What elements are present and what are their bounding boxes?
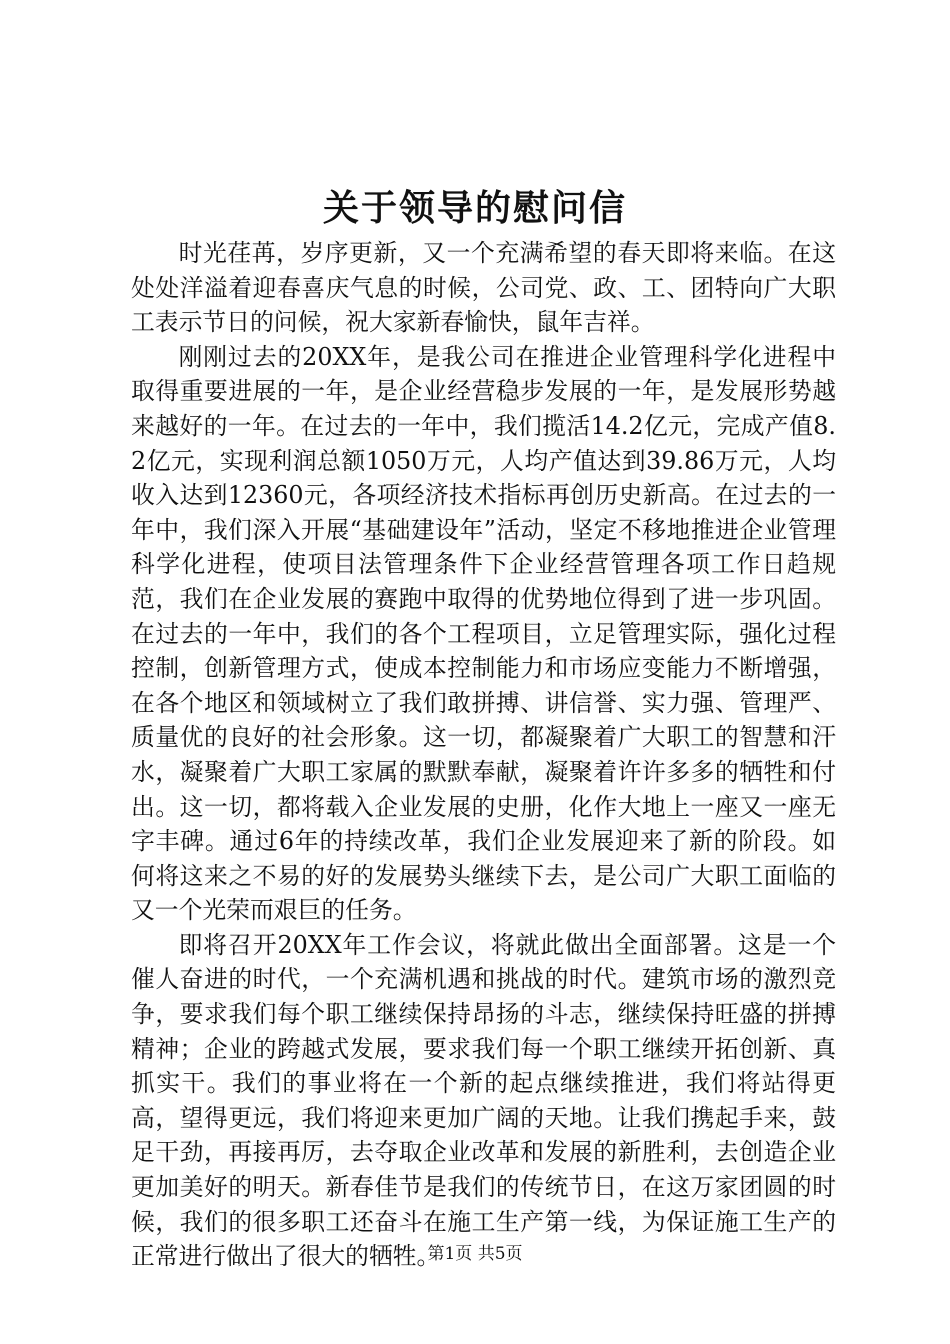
paragraph-review: 刚刚过去的20XX年，是我公司在推进企业管理科学化进程中取得重要进展的一年，是企业经营稳步发展的一年，是发展形势越来越好的一年。在过去的一年中，我们揽活14.2亿元，完成产值8.2亿元，实现利润总额1050万元，人均产值达到39.86万元，人均收入达到12360元，各项经济技术指标再创历史新高。在过去的一年中，我们深入开展“基础建设年”活动，坚定不移地推进企业管理科学化进程，使项目法管理条件下企业经营管理各项工作日趋规范，我们在企业发展的赛跑中取得的优势地位得到了进一步巩固。在过去的一年中，我们的各个工程项目，立足管理实际，强化过程控制，创新管理方式，使成本控制能力和市场应变能力不断增强，在各个地区和领域树立了我们敢拼搏、讲信誉、实力强、管理严、质量优的良好的社会形象。这一切，都凝聚着广大职工的智慧和汗水，凝聚着广大职工家属的默默奉献，凝聚着许许多多的牺牲和付出。这一切，都将载入企业发展的史册，化作大地上一座又一座无字丰碑。通过6年的持续改革，我们企业发展迎来了新的阶段。如何将这来之不易的好的发展势头继续下去，是公司广大职工面临的又一个光荣而艰巨的任务。: [131, 342, 836, 925]
document-body: [131, 236, 836, 1274]
page-number-footer: 第1页 共5页: [427, 1244, 523, 1264]
document-title: 关于领导的慰问信: [322, 187, 627, 229]
paragraph-greeting: 时光荏苒，岁序更新，又一个充满希望的春天即将来临。在这处处洋溢着迎春喜庆气息的时候，公司党、政、工、团特向广大职工表示节日的问候，祝大家新春愉快，鼠年吉祥。: [131, 239, 836, 337]
paragraph-outlook: 即将召开20XX年工作会议，将就此做出全面部署。这是一个催人奋进的时代，一个充满机遇和挑战的时代。建筑市场的激烈竞争，要求我们每个职工继续保持昂扬的斗志，继续保持旺盛的拼搏精神；企业的跨越式发展，要求我们每一个职工继续开拓创新、真抓实干。我们的事业将在一个新的起点继续推进，我们将站得更高，望得更远，我们将迎来更加广阔的天地。让我们携起手来，鼓足干劲，再接再厉，去夺取企业改革和发展的新胜利，去创造企业更加美好的明天。新春佳节是我们的传统节日，在这万家团圆的时候，我们的很多职工还奋斗在施工生产第一线，为保证施工生产的正常进行做出了很大的牺牲。: [131, 930, 836, 1271]
